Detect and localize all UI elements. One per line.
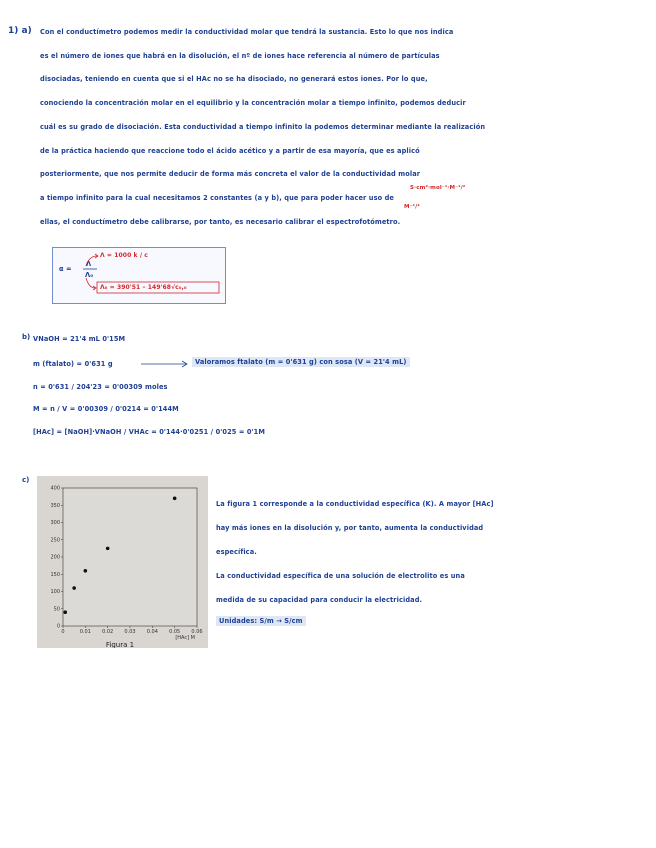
y-tick-label: 350	[50, 502, 60, 509]
ftalato-mass-line: m (ftalato) = 0'631 g	[33, 360, 113, 368]
units-a-annotation: S·cm²·mol⁻¹·M⁻¹/²	[410, 185, 466, 191]
question-number-1a: 1) a)	[8, 26, 32, 36]
section-a-line: disociadas, teniendo en cuenta que si el HAc no se ha disociado, no generará estos iones. Por lo que,	[40, 75, 428, 83]
section-c-line: específica.	[216, 548, 257, 556]
x-tick-label: 0.02	[102, 629, 114, 635]
section-c-line: La figura 1 corresponde a la conductividad específica (K). A mayor [HAc]	[216, 500, 494, 508]
x-tick-label: 0.03	[124, 629, 136, 635]
data-point	[106, 547, 110, 551]
y-tick-label: 150	[50, 571, 60, 578]
section-a-line: ellas, el conductímetro debe calibrarse, por tanto, es necesario calibrar el espectrofotómetro.	[40, 218, 401, 226]
plot-frame	[63, 488, 197, 626]
figure-1-chart	[37, 476, 208, 648]
hac-concentration-line: [HAc] = [NaOH]·VNaOH / VHAc = 0'144·0'0251 / 0'025 = 0'1M	[33, 428, 266, 436]
formula-top-note: Λ = 1000 k / c	[100, 252, 148, 259]
naoh-volume-line: VNaOH = 21'4 mL 0'15M	[33, 335, 126, 343]
y-tick-label: 200	[50, 554, 60, 561]
data-point	[84, 569, 88, 573]
formula-box	[52, 247, 226, 304]
section-a-line: posteriormente, que nos permite deducir de forma más concreta el valor de la conductividad molar	[40, 170, 421, 178]
formula-bottom-note: Λ₀ = 390'51 – 149'68√c₀,₀	[100, 284, 187, 291]
section-c-line: La conductividad específica de una solución de electrolito es una	[216, 572, 465, 580]
question-label-b: b)	[22, 333, 31, 341]
molarity-line: M = n / V = 0'00309 / 0'0214 = 0'144M	[33, 405, 179, 413]
formula-denominator: Λ₀	[85, 271, 94, 279]
section-c-line: hay más iones en la disolución y, por tanto, aumenta la conductividad	[216, 524, 484, 532]
data-point	[72, 586, 76, 590]
units-b-annotation: M⁻¹/²	[404, 204, 420, 210]
scatter-plot	[37, 476, 208, 648]
units-line: Unidades: S/m → S/cm	[216, 616, 306, 626]
data-point	[63, 610, 67, 614]
moles-line: n = 0'631 / 204'23 = 0'00309 moles	[33, 383, 168, 391]
y-tick-label: 300	[50, 520, 60, 527]
data-point	[173, 497, 177, 501]
y-tick-label: 400	[50, 485, 60, 492]
y-tick-label: 100	[50, 589, 60, 596]
formula-numerator: Λ	[86, 260, 92, 268]
x-tick-label: 0	[61, 629, 65, 635]
x-tick-label: 0.06	[191, 629, 203, 635]
x-tick-label: 0.01	[79, 629, 91, 635]
section-a-line: Con el conductímetro podemos medir la conductividad molar que tendrá la sustancia. Esto lo que nos indica	[40, 28, 454, 36]
section-a-line: conociendo la concentración molar en el equilibrio y la concentración molar a tiempo infinito, podemos deducir	[40, 99, 466, 107]
section-a-line: cuál es su grado de disociación. Esta conductividad a tiempo infinito la podemos determinar mediante la realización	[40, 123, 486, 131]
section-a-line: es el número de iones que habrá en la disolución, el nº de iones hace referencia al número de partículas	[40, 52, 440, 60]
y-tick-label: 50	[53, 606, 60, 613]
x-tick-label: 0.04	[146, 629, 158, 635]
x-axis-label: [HAc] M	[175, 635, 195, 641]
arrow-right-icon	[140, 359, 190, 369]
formula-lhs: α =	[59, 265, 72, 273]
section-c-line: medida de su capacidad para conducir la electricidad.	[216, 596, 423, 604]
question-label-c: c)	[22, 476, 30, 484]
x-tick-label: 0.05	[169, 629, 181, 635]
y-tick-label: 250	[50, 537, 60, 544]
section-a-line: a tiempo infinito para la cual necesitamos 2 constantes (a y b), que para poder hacer uso de	[40, 194, 395, 202]
section-a-line: de la práctica haciendo que reaccione todo el ácido acético y a partir de esa mayoría, que es aplicó	[40, 147, 420, 155]
figure-caption: Figura 1	[105, 641, 135, 648]
valoracion-note: Valoramos ftalato (m = 0'631 g) con sosa (V = 21'4 mL)	[192, 357, 410, 367]
y-tick-label: 0	[56, 623, 60, 630]
